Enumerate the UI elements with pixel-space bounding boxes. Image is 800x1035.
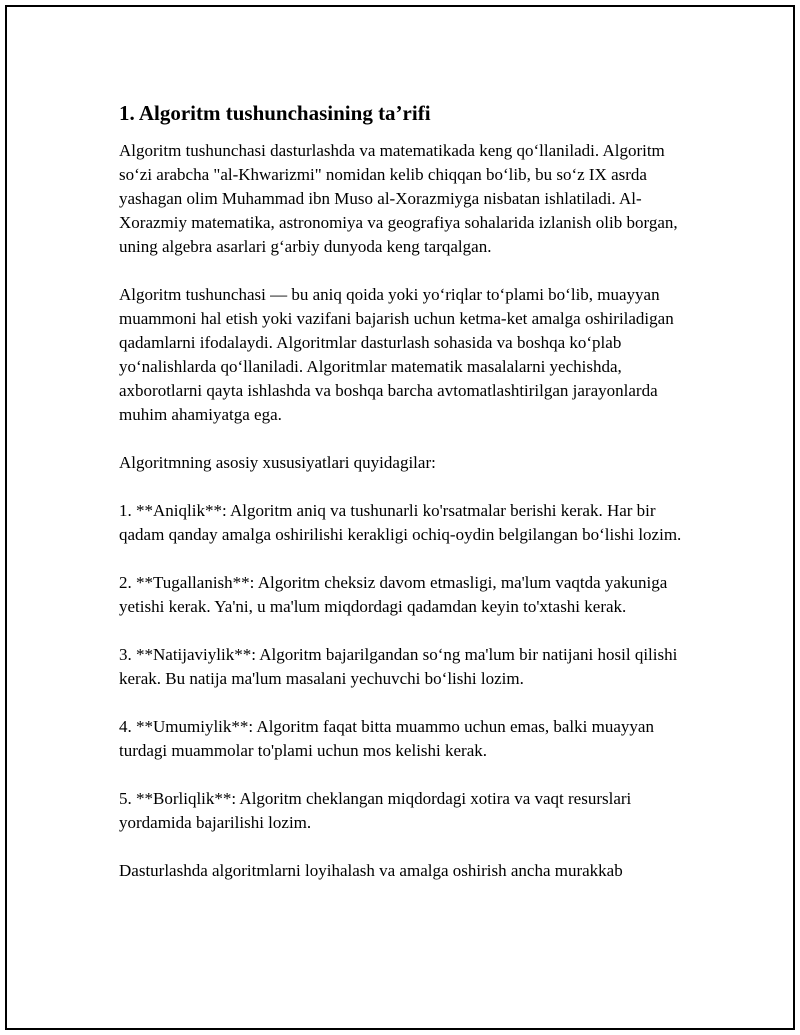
list-item-borliqlik: 5. **Borliqlik**: Algoritm cheklangan miqdordagi xotira va vaqt resurslari yordamida bajarilishi lozim. xyxy=(119,789,632,832)
list-item-natijaviylik: 3. **Natijaviylik**: Algoritm bajarilgandan so‘ng ma'lum bir natijani hosil qilishi kerak. Bu natija ma'lum masalani yechuvchi bo‘lishi lozim. xyxy=(119,645,678,688)
paragraph-intro: Algoritm tushunchasi dasturlashda va matematikada keng qo‘llaniladi. Algoritm so‘zi arabcha "al-Khwarizmi" nomidan kelib chiqqan bo‘lib, bu so‘z IX asrda yashagan olim Muhammad ibn Muso al-Xorazmiyga nisbatan ishlatiladi. Al-Xorazmiy matematika, astronomiya va geografiya sohalarida izlanish olib borgan, uning algebra asarlari g‘arbiy dunyoda keng tarqalgan. xyxy=(119,141,678,256)
page-frame xyxy=(5,5,795,1030)
document-body xyxy=(119,99,694,907)
list-item-aniqlik: 1. **Aniqlik**: Algoritm aniq va tushunarli ko'rsatmalar berishi kerak. Har bir qadam qanday amalga oshirilishi kerakligi ochiq-oydin belgilangan bo‘lishi lozim. xyxy=(119,501,682,544)
section-heading: 1. Algoritm tushunchasining ta’rifi xyxy=(119,101,431,125)
list-item-umumiylik: 4. **Umumiylik**: Algoritm faqat bitta muammo uchun emas, balki muayyan turdagi muammolar to'plami uchun mos kelishi kerak. xyxy=(119,717,654,760)
paragraph-definition: Algoritm tushunchasi — bu aniq qoida yoki yo‘riqlar to‘plami bo‘lib, muayyan muammoni hal etish yoki vazifani bajarish uchun ketma-ket amalga oshiriladigan qadamlarni ifodalaydi. Algoritmlar dasturlash sohasida va boshqa ko‘plab yo‘nalishlarda qo‘llaniladi. Algoritmlar matematik masalalarni yechishda, axborotlarni qayta ishlashda va boshqa barcha avtomatlashtirilgan jarayonlarda muhim ahamiyatga ega. xyxy=(119,285,674,424)
paragraph-closing: Dasturlashda algoritmlarni loyihalash va amalga oshirish ancha murakkab xyxy=(119,861,623,880)
paragraph-properties-lead: Algoritmning asosiy xususiyatlari quyidagilar: xyxy=(119,453,436,472)
list-item-tugallanish: 2. **Tugallanish**: Algoritm cheksiz davom etmasligi, ma'lum vaqtda yakuniga yetishi kerak. Ya'ni, u ma'lum miqdordagi qadamdan keyin to'xtashi kerak. xyxy=(119,573,668,616)
